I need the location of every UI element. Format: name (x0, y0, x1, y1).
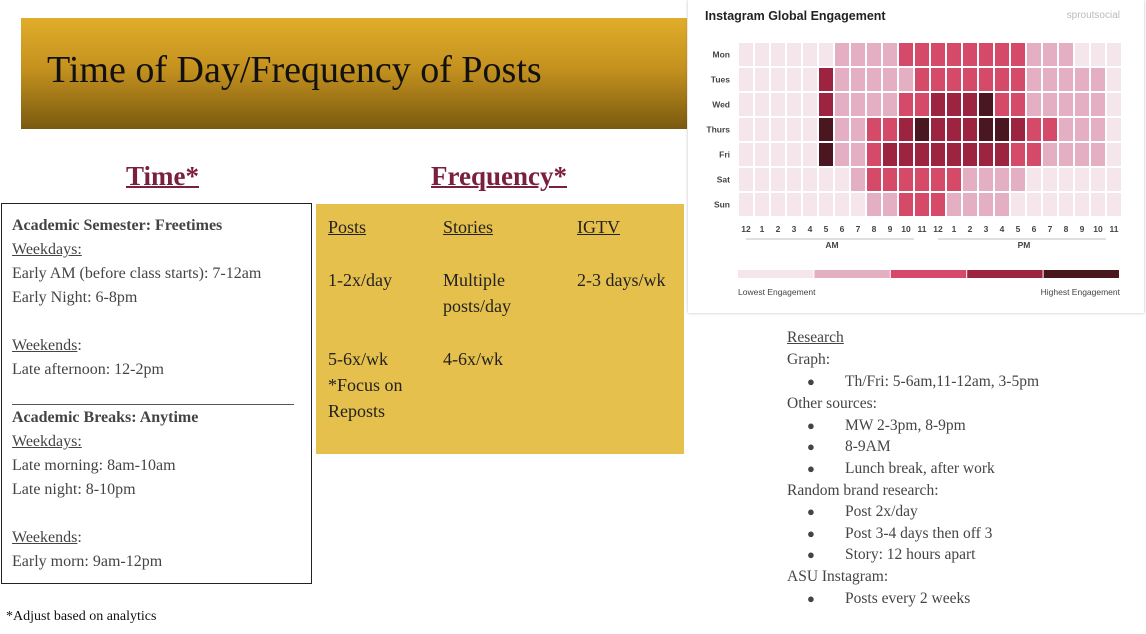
heatmap-cell (867, 118, 881, 141)
heatmap-cell (1059, 68, 1073, 91)
heatmap-cell (739, 143, 753, 166)
heatmap-cell (899, 168, 913, 191)
col-igtv: IGTV (577, 217, 620, 237)
semester-weekends-label: Weekends (12, 337, 78, 354)
heatmap-cell (963, 43, 977, 66)
asu-item: Posts every 2 weeks (845, 590, 971, 607)
heatmap-cell (995, 118, 1009, 141)
heatmap-cell (1027, 43, 1041, 66)
heatmap-cell (1075, 118, 1089, 141)
row-label-fri: Fri (719, 149, 730, 160)
heatmap-cell (1107, 118, 1121, 141)
heatmap-cell (947, 168, 961, 191)
row-label-tues: Tues (710, 74, 730, 85)
brand-item: Post 3-4 days then off 3 (845, 525, 993, 542)
heatmap-cell (835, 68, 849, 91)
heatmap-cell (931, 68, 945, 91)
heatmap-cell (739, 118, 753, 141)
breaks-weekends-1: Early morn: 9am-12pm (12, 553, 163, 570)
column-label: 7 (855, 224, 861, 234)
heatmap-cell (819, 168, 833, 191)
heatmap-cell (1059, 143, 1073, 166)
asu-label: ASU Instagram: (787, 568, 889, 585)
column-label: 4 (999, 224, 1005, 234)
heatmap-cell (1059, 43, 1073, 66)
heatmap-cell (883, 143, 897, 166)
semester-weekends-colon: : (77, 337, 82, 354)
heatmap-cell (755, 118, 769, 141)
row2-posts: 5-6x/wk *Focus on Reposts (328, 349, 403, 421)
column-label: 2 (775, 224, 781, 234)
legend-low-label: Lowest Engagement (738, 287, 816, 297)
legend-swatch (1044, 270, 1119, 278)
column-label: 8 (1063, 224, 1069, 234)
heatmap-cell (739, 93, 753, 116)
heatmap-cell (1091, 143, 1105, 166)
heatmap-cell (755, 143, 769, 166)
heatmap-cell (787, 193, 801, 216)
heatmap-cell (803, 193, 817, 216)
heatmap-cell (755, 168, 769, 191)
heatmap-cell (835, 143, 849, 166)
heatmap-cell (1043, 193, 1057, 216)
row-label-sun: Sun (713, 199, 730, 210)
bullet-icon: ● (807, 547, 815, 562)
breaks-heading: Academic Breaks: Anytime (12, 409, 199, 426)
heatmap-cell (835, 43, 849, 66)
heatmap-cell (1011, 168, 1025, 191)
heatmap-cell (1107, 193, 1121, 216)
heatmap-cell (1091, 93, 1105, 116)
heatmap-cell (995, 43, 1009, 66)
breaks-weekends-label: Weekends (12, 529, 78, 546)
breaks-weekdays-1: Late morning: 8am-10am (12, 457, 176, 474)
brand-item: Post 2x/day (845, 503, 918, 520)
heatmap-cell (963, 143, 977, 166)
heatmap-cell (931, 118, 945, 141)
heatmap-cell (979, 193, 993, 216)
heatmap-cell (995, 193, 1009, 216)
semester-heading: Academic Semester: Freetimes (12, 217, 223, 234)
heatmap-cell (787, 168, 801, 191)
column-label: 1 (759, 224, 765, 234)
heatmap-cell (1075, 68, 1089, 91)
heatmap-cell (883, 168, 897, 191)
legend-swatch (738, 270, 813, 278)
heatmap-cell (739, 43, 753, 66)
heatmap-cell (787, 43, 801, 66)
heatmap-cell (995, 93, 1009, 116)
heatmap-cell (947, 93, 961, 116)
heatmap-cell (1059, 93, 1073, 116)
heatmap-cell (819, 193, 833, 216)
heatmap-cell (899, 118, 913, 141)
heatmap-cell (739, 68, 753, 91)
heatmap-cell (947, 143, 961, 166)
heatmap-cell (947, 68, 961, 91)
heatmap-cell (867, 68, 881, 91)
row-label-mon: Mon (712, 49, 730, 60)
heatmap-cell (819, 43, 833, 66)
column-label: 10 (901, 224, 911, 234)
heatmap-cell (755, 93, 769, 116)
heatmap-cell (739, 193, 753, 216)
heatmap-cell (835, 118, 849, 141)
heatmap-cell (787, 118, 801, 141)
row-label-sat: Sat (716, 174, 730, 185)
column-label: 9 (1079, 224, 1085, 234)
heatmap-cell (1107, 93, 1121, 116)
column-label: 11 (917, 224, 927, 234)
semester-weekdays-label: Weekdays: (12, 241, 82, 258)
breaks-weekdays-label: Weekdays: (12, 433, 82, 450)
heatmap-cell (899, 193, 913, 216)
legend-swatch (891, 270, 966, 278)
heatmap-cell (851, 168, 865, 191)
row1-igtv: 2-3 days/wk (577, 270, 666, 290)
heatmap-cell (1027, 118, 1041, 141)
heatmap-cell (851, 143, 865, 166)
column-label: 5 (823, 224, 829, 234)
heatmap-cell (1075, 143, 1089, 166)
heatmap-cell (1027, 168, 1041, 191)
heatmap-cell (803, 68, 817, 91)
column-label: 11 (1109, 224, 1119, 234)
footnote: *Adjust based on analytics (6, 609, 157, 624)
heatmap-cell (1043, 43, 1057, 66)
heatmap-cell (883, 43, 897, 66)
heatmap-cell (1091, 168, 1105, 191)
heatmap-cell (739, 168, 753, 191)
legend-swatch (967, 270, 1042, 278)
heatmap-cell (963, 168, 977, 191)
bullet-icon: ● (807, 439, 815, 454)
heatmap-cell (1011, 68, 1025, 91)
column-label: 3 (791, 224, 797, 234)
time-box-divider (12, 404, 294, 405)
heatmap-cell (1075, 193, 1089, 216)
bullet-icon: ● (807, 418, 815, 433)
heatmap-cell (867, 143, 881, 166)
heatmap-cell (1075, 93, 1089, 116)
heatmap-cell (915, 168, 929, 191)
time-box (1, 203, 312, 584)
frequency-heading: Frequency* (431, 161, 567, 191)
heatmap-cell (899, 143, 913, 166)
heatmap-cell (1043, 68, 1057, 91)
heatmap-cell (979, 143, 993, 166)
heatmap-cell (851, 43, 865, 66)
research-heading: Research (787, 329, 844, 346)
bullet-icon: ● (807, 374, 815, 389)
heatmap-cell (771, 43, 785, 66)
heatmap-cell (771, 93, 785, 116)
heatmap-cell (1107, 168, 1121, 191)
heatmap-cell (1043, 118, 1057, 141)
heatmap-cell (851, 118, 865, 141)
heatmap-cell (803, 43, 817, 66)
pm-label: PM (1017, 240, 1031, 250)
heatmap-cell (867, 93, 881, 116)
row2-stories: 4-6x/wk (443, 349, 503, 369)
other-label: Other sources: (787, 395, 877, 412)
engagement-heatmap (688, 0, 1144, 313)
heatmap-cell (835, 193, 849, 216)
heatmap-cell (1091, 193, 1105, 216)
row-label-thurs: Thurs (706, 124, 730, 135)
heatmap-cell (979, 93, 993, 116)
heatmap-cell (1075, 168, 1089, 191)
am-label: AM (825, 240, 839, 250)
heatmap-cell (851, 193, 865, 216)
heatmap-cell (835, 168, 849, 191)
column-label: 12 (741, 224, 751, 234)
heatmap-cell (931, 93, 945, 116)
column-label: 2 (967, 224, 973, 234)
heatmap-cell (771, 118, 785, 141)
row1-posts: 1-2x/day (328, 270, 392, 290)
heatmap-cell (1027, 193, 1041, 216)
heatmap-cell (1027, 68, 1041, 91)
semester-weekdays-2: Early Night: 6-8pm (12, 289, 138, 306)
heatmap-cell (1107, 143, 1121, 166)
heatmap-cell (947, 193, 961, 216)
heatmap-cell (899, 93, 913, 116)
brand-label: Random brand research: (787, 482, 939, 499)
heatmap-cell (803, 143, 817, 166)
heatmap-cell (1059, 193, 1073, 216)
bullet-icon: ● (807, 591, 815, 606)
column-label: 6 (839, 224, 845, 234)
graph-label: Graph: (787, 351, 831, 368)
heatmap-cell (771, 168, 785, 191)
heatmap-cell (915, 143, 929, 166)
column-label: 4 (807, 224, 813, 234)
heatmap-cell (787, 68, 801, 91)
column-label: 12 (933, 224, 943, 234)
other-item: MW 2-3pm, 8-9pm (845, 417, 966, 434)
semester-weekdays-1: Early AM (before class starts): 7-12am (12, 265, 262, 282)
heatmap-cell (787, 93, 801, 116)
column-label: 8 (871, 224, 877, 234)
heatmap-cell (931, 43, 945, 66)
heatmap-cell (1107, 68, 1121, 91)
heatmap-cell (883, 118, 897, 141)
heatmap-cell (851, 93, 865, 116)
chart-title: Instagram Global Engagement (705, 9, 886, 23)
heatmap-cell (995, 68, 1009, 91)
heatmap-cell (1011, 193, 1025, 216)
semester-weekends-1: Late afternoon: 12-2pm (12, 361, 164, 378)
heatmap-cell (931, 168, 945, 191)
heatmap-cell (915, 193, 929, 216)
heatmap-cell (979, 168, 993, 191)
heatmap-cell (803, 93, 817, 116)
heatmap-cell (755, 193, 769, 216)
heatmap-cell (1091, 118, 1105, 141)
heatmap-cell (867, 193, 881, 216)
heatmap-cell (963, 118, 977, 141)
frequency-box (316, 204, 684, 454)
heatmap-cell (883, 93, 897, 116)
heatmap-cell (899, 43, 913, 66)
column-label: 5 (1015, 224, 1021, 234)
other-item: 8-9AM (845, 438, 891, 455)
title-banner (21, 18, 687, 129)
heatmap-cell (899, 68, 913, 91)
heatmap-cell (1107, 43, 1121, 66)
column-label: 6 (1031, 224, 1037, 234)
heatmap-cell (1011, 118, 1025, 141)
bullet-icon: ● (807, 526, 815, 541)
heatmap-cell (963, 193, 977, 216)
breaks-weekends-colon: : (77, 529, 82, 546)
heatmap-cell (819, 93, 833, 116)
column-label: 10 (1093, 224, 1103, 234)
heatmap-cell (803, 168, 817, 191)
brand-item: Story: 12 hours apart (845, 546, 976, 563)
heatmap-cell (915, 68, 929, 91)
heatmap-cell (931, 193, 945, 216)
heatmap-cell (1091, 68, 1105, 91)
heatmap-cell (915, 93, 929, 116)
heatmap-cell (995, 168, 1009, 191)
heatmap-cell (1011, 143, 1025, 166)
bullet-icon: ● (807, 504, 815, 519)
heatmap-cell (1091, 43, 1105, 66)
heatmap-cell (1059, 118, 1073, 141)
heatmap-cell (771, 143, 785, 166)
heatmap-cell (1075, 43, 1089, 66)
heatmap-cell (931, 143, 945, 166)
heatmap-cell (947, 43, 961, 66)
heatmap-cell (979, 68, 993, 91)
chart-brand-logo: sproutsocial (1066, 10, 1120, 21)
heatmap-cell (963, 68, 977, 91)
heatmap-cell (915, 43, 929, 66)
row-label-wed: Wed (712, 99, 730, 110)
heatmap-cell (963, 93, 977, 116)
heatmap-cell (1011, 93, 1025, 116)
heatmap-cell (835, 93, 849, 116)
bullet-icon: ● (807, 461, 815, 476)
heatmap-cell (1059, 168, 1073, 191)
heatmap-cell (1027, 143, 1041, 166)
heatmap-cell (803, 118, 817, 141)
heatmap-cell (819, 118, 833, 141)
heatmap-cell (787, 143, 801, 166)
heatmap-cell (1027, 93, 1041, 116)
heatmap-cell (771, 193, 785, 216)
heatmap-cell (995, 143, 1009, 166)
heatmap-cell (947, 118, 961, 141)
heatmap-cell (1043, 93, 1057, 116)
heatmap-cell (1043, 168, 1057, 191)
graph-item: Th/Fri: 5-6am,11-12am, 3-5pm (845, 373, 1040, 390)
heatmap-cell (771, 68, 785, 91)
heatmap-cell (1043, 143, 1057, 166)
column-label: 7 (1047, 224, 1053, 234)
heatmap-cell (883, 193, 897, 216)
column-label: 1 (951, 224, 957, 234)
semester-weekends-line (12, 337, 82, 355)
row1-stories: Multiple posts/day (443, 270, 512, 316)
heatmap-cell (819, 68, 833, 91)
col-posts: Posts (328, 217, 367, 237)
column-label: 9 (887, 224, 893, 234)
heatmap-cell (755, 68, 769, 91)
breaks-weekends-line (12, 529, 82, 547)
heatmap-cell (851, 68, 865, 91)
heatmap-cell (979, 118, 993, 141)
legend-swatch (814, 270, 889, 278)
heatmap-cell (915, 118, 929, 141)
other-item: Lunch break, after work (845, 460, 995, 477)
heatmap-cell (1011, 43, 1025, 66)
column-label: 3 (983, 224, 989, 234)
heatmap-cell (819, 143, 833, 166)
breaks-weekdays-2: Late night: 8-10pm (12, 481, 136, 498)
time-heading: Time* (126, 161, 199, 191)
heatmap-cell (867, 168, 881, 191)
engagement-chart-card (688, 0, 1144, 313)
heatmap-cell (867, 43, 881, 66)
legend-high-label: Highest Engagement (1040, 287, 1120, 297)
col-stories: Stories (443, 217, 494, 237)
slide-title: Time of Day/Frequency of Posts (47, 49, 542, 91)
heatmap-cell (883, 68, 897, 91)
heatmap-cell (755, 43, 769, 66)
heatmap-cell (979, 43, 993, 66)
